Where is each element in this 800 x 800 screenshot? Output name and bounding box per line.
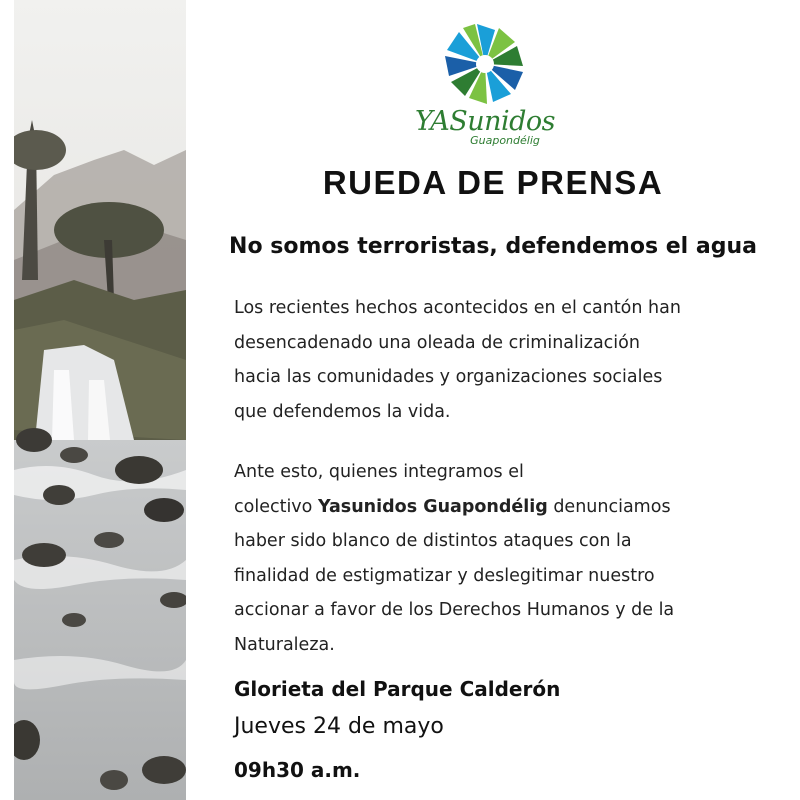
pinwheel-flower-icon [435,22,535,107]
event-date: Jueves 24 de mayo [234,714,444,739]
paragraph-line: que defendemos la vida. [234,401,451,422]
page-title: RUEDA DE PRENSA [322,164,664,201]
paragraph-line: Los recientes hechos acontecidos en el cantón han [234,298,681,318]
paragraph-line [234,490,754,525]
paragraph-line: desencadenado una oleada de criminalización [234,332,640,353]
text-run: denunciamos [547,496,671,517]
logo-wordmark: YASunidos [414,106,556,137]
page-subtitle: No somos terroristas, defendemos el agua [229,234,757,259]
paragraph-line: Naturaleza. [234,634,335,655]
event-time: 09h30 a.m. [234,758,361,782]
paragraph-1 [234,291,754,429]
paragraph-2 [234,455,754,662]
river-photo [14,0,186,800]
yasunidos-logo [410,22,560,152]
logo-subtitle: Guapondélig [470,134,540,147]
paragraph-line: accionar a favor de los Derechos Humanos y de la [234,600,675,620]
paragraph-line: hacia las comunidades y organizaciones sociales [234,367,663,387]
text-run: colectivo [234,496,318,517]
paragraph-line: Ante esto, quienes integramos el [234,462,524,482]
paragraph-line: finalidad de estigmatizar y deslegitimar nuestro [234,565,655,586]
paragraph-line: haber sido blanco de distintos ataques con la [234,531,632,551]
event-location: Glorieta del Parque Calderón [234,677,561,701]
collective-name: Yasunidos Guapondélig [317,496,548,517]
